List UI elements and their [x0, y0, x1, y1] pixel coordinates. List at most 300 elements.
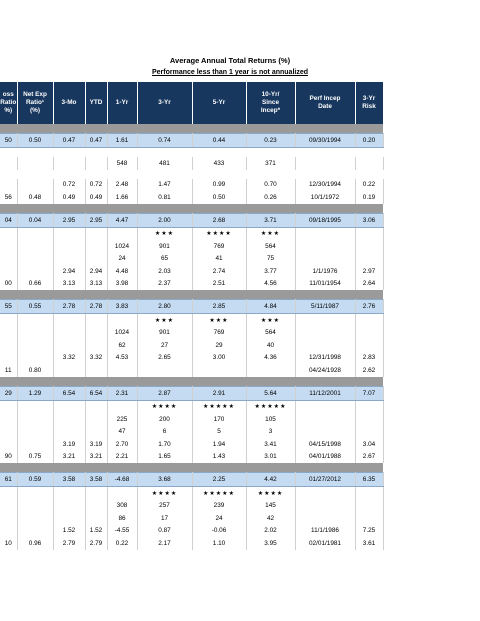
- table-cell: [17, 500, 53, 513]
- table-cell: [85, 253, 107, 266]
- table-cell: 0.22: [107, 537, 137, 550]
- table-cell: [107, 487, 137, 500]
- table-cell: [17, 253, 53, 266]
- table-cell: 548: [107, 157, 137, 170]
- table-cell: [53, 204, 85, 214]
- table-cell: [0, 148, 17, 158]
- table-cell: 0.81: [137, 191, 192, 204]
- table-cell: [355, 204, 383, 214]
- table-cell: 0.50: [192, 191, 246, 204]
- table-cell: [295, 170, 355, 179]
- table-row: [0, 487, 383, 500]
- table-cell: 5: [192, 426, 246, 439]
- table-cell: 3: [246, 426, 295, 439]
- table-row: [0, 240, 383, 253]
- table-cell: [0, 327, 17, 340]
- table-cell: [53, 426, 85, 439]
- table-cell: 56: [0, 191, 17, 204]
- table-cell: [17, 400, 53, 413]
- table-cell: [137, 364, 192, 377]
- column-header: 10-Yr/ Since Incep*: [246, 82, 295, 124]
- table-cell: 62: [107, 339, 137, 352]
- table-cell: 2.76: [355, 300, 383, 314]
- table-cell: [295, 240, 355, 253]
- column-header: 1-Yr: [107, 82, 137, 124]
- section-separator: [0, 377, 383, 387]
- table-cell: [107, 377, 137, 387]
- table-row: [0, 170, 383, 179]
- table-cell: 0.26: [246, 191, 295, 204]
- table-row: [0, 148, 383, 158]
- table-cell: [53, 148, 85, 158]
- table-cell: 0.75: [17, 451, 53, 464]
- table-cell: 2.95: [53, 213, 85, 227]
- table-cell: 105: [246, 413, 295, 426]
- table-cell: 50: [0, 134, 17, 148]
- table-cell: [295, 314, 355, 327]
- table-cell: 11/01/1954: [295, 278, 355, 291]
- table-cell: [85, 400, 107, 413]
- table-cell: 2.37: [137, 278, 192, 291]
- table-cell: 2.79: [53, 537, 85, 550]
- table-cell: [85, 148, 107, 158]
- table-cell: [0, 170, 17, 179]
- table-cell: -0.06: [192, 525, 246, 538]
- table-cell: 29: [192, 339, 246, 352]
- table-row: [0, 314, 383, 327]
- table-cell: [53, 157, 85, 170]
- table-cell: [107, 364, 137, 377]
- table-cell: [355, 157, 383, 170]
- table-cell: [137, 124, 192, 134]
- table-cell: 09/18/1995: [295, 213, 355, 227]
- column-header: Perf Incep Date: [295, 82, 355, 124]
- table-cell: [0, 339, 17, 352]
- table-cell: [246, 124, 295, 134]
- table-cell: 2.87: [137, 386, 192, 400]
- table-cell: [0, 512, 17, 525]
- table-cell: 2.78: [53, 300, 85, 314]
- table-cell: [0, 463, 17, 473]
- table-cell: [107, 204, 137, 214]
- table-cell: [0, 377, 17, 387]
- table-cell: 3.19: [85, 438, 107, 451]
- table-cell: [246, 364, 295, 377]
- table-cell: [17, 327, 53, 340]
- table-cell: [0, 400, 17, 413]
- table-cell: 2.51: [192, 278, 246, 291]
- table-cell: 00: [0, 278, 17, 291]
- table-cell: 3.06: [355, 213, 383, 227]
- table-cell: [192, 377, 246, 387]
- table-cell: 47: [107, 426, 137, 439]
- table-cell: [53, 500, 85, 513]
- table-cell: 1.52: [53, 525, 85, 538]
- table-cell: [355, 426, 383, 439]
- table-cell: [295, 413, 355, 426]
- table-cell: [0, 157, 17, 170]
- table-cell: 04/15/1998: [295, 438, 355, 451]
- table-cell: 769: [192, 240, 246, 253]
- table-cell: 61: [0, 473, 17, 487]
- table-cell: [295, 227, 355, 240]
- table-cell: 12/30/1994: [295, 179, 355, 192]
- table-cell: 0.80: [17, 364, 53, 377]
- table-row: [0, 364, 383, 377]
- table-cell: 2.68: [192, 213, 246, 227]
- table-cell: 433: [192, 157, 246, 170]
- table-row: [0, 191, 383, 204]
- table-cell: 5.64: [246, 386, 295, 400]
- table-cell: [0, 487, 17, 500]
- table-cell: [0, 525, 17, 538]
- table-cell: [295, 204, 355, 214]
- table-cell: 0.50: [17, 134, 53, 148]
- table-cell: [107, 290, 137, 300]
- table-cell: 2.21: [107, 451, 137, 464]
- table-cell: ★★★★★: [246, 400, 295, 413]
- table-cell: [295, 124, 355, 134]
- table-cell: [107, 148, 137, 158]
- table-cell: 04: [0, 213, 17, 227]
- table-cell: 2.25: [192, 473, 246, 487]
- table-cell: 10: [0, 537, 17, 550]
- table-cell: [53, 463, 85, 473]
- table-cell: 04/01/1988: [295, 451, 355, 464]
- table-cell: 3.21: [53, 451, 85, 464]
- table-row: [0, 413, 383, 426]
- table-cell: [53, 124, 85, 134]
- table-cell: [17, 290, 53, 300]
- table-cell: [355, 240, 383, 253]
- table-cell: [0, 352, 17, 365]
- table-cell: 0.49: [53, 191, 85, 204]
- table-cell: 1/1/1976: [295, 265, 355, 278]
- table-cell: 3.04: [355, 438, 383, 451]
- table-cell: 6.35: [355, 473, 383, 487]
- table-cell: [17, 179, 53, 192]
- table-cell: ★★★★★: [192, 487, 246, 500]
- table-cell: [85, 413, 107, 426]
- table-cell: [295, 253, 355, 266]
- table-cell: 11/1/1986: [295, 525, 355, 538]
- table-cell: [85, 240, 107, 253]
- table-cell: -4.55: [107, 525, 137, 538]
- fund-row: [0, 300, 383, 314]
- table-cell: [85, 290, 107, 300]
- table-cell: [53, 487, 85, 500]
- table-cell: [246, 148, 295, 158]
- table-cell: 6.54: [85, 386, 107, 400]
- table-cell: 2.97: [355, 265, 383, 278]
- table-cell: [107, 170, 137, 179]
- column-header: oss Ratio %): [0, 82, 17, 124]
- table-row: [0, 451, 383, 464]
- section-separator: [0, 290, 383, 300]
- table-cell: [295, 148, 355, 158]
- table-cell: 2.94: [53, 265, 85, 278]
- table-cell: [0, 426, 17, 439]
- table-cell: 3.13: [53, 278, 85, 291]
- section-separator: [0, 204, 383, 214]
- table-cell: 3.71: [246, 213, 295, 227]
- column-header: YTD: [85, 82, 107, 124]
- table-cell: 0.04: [17, 213, 53, 227]
- table-row: [0, 339, 383, 352]
- table-cell: [246, 377, 295, 387]
- table-cell: [137, 463, 192, 473]
- table-cell: 1.29: [17, 386, 53, 400]
- table-cell: [0, 204, 17, 214]
- table-cell: [85, 463, 107, 473]
- table-cell: 769: [192, 327, 246, 340]
- table-cell: [0, 314, 17, 327]
- column-header: 3-Yr: [137, 82, 192, 124]
- table-cell: 0.23: [246, 134, 295, 148]
- table-cell: [355, 314, 383, 327]
- table-cell: 2.31: [107, 386, 137, 400]
- table-cell: [295, 512, 355, 525]
- table-cell: ★★★: [192, 314, 246, 327]
- table-cell: 12/31/1998: [295, 352, 355, 365]
- table-cell: [17, 124, 53, 134]
- table-cell: 1.94: [192, 438, 246, 451]
- table-cell: [246, 463, 295, 473]
- table-cell: 2.80: [137, 300, 192, 314]
- table-cell: 4.84: [246, 300, 295, 314]
- table-cell: [192, 148, 246, 158]
- table-cell: 2.67: [355, 451, 383, 464]
- table-cell: [295, 487, 355, 500]
- table-cell: 0.55: [17, 300, 53, 314]
- table-cell: 4.36: [246, 352, 295, 365]
- table-row: [0, 537, 383, 550]
- table-cell: 371: [246, 157, 295, 170]
- table-row: [0, 253, 383, 266]
- table-cell: [53, 364, 85, 377]
- table-cell: 0.49: [85, 191, 107, 204]
- table-cell: 2.00: [137, 213, 192, 227]
- table-cell: 0.70: [246, 179, 295, 192]
- table-cell: 2.02: [246, 525, 295, 538]
- table-cell: [0, 179, 17, 192]
- table-cell: 6.54: [53, 386, 85, 400]
- table-cell: 27: [137, 339, 192, 352]
- table-row: [0, 525, 383, 538]
- table-cell: 24: [192, 512, 246, 525]
- table-cell: [295, 463, 355, 473]
- table-cell: [107, 227, 137, 240]
- table-cell: ★★★: [246, 227, 295, 240]
- table-cell: 0.66: [17, 278, 53, 291]
- table-cell: 65: [137, 253, 192, 266]
- table-cell: [295, 157, 355, 170]
- table-cell: 0.47: [85, 134, 107, 148]
- table-cell: 17: [137, 512, 192, 525]
- table-cell: [355, 253, 383, 266]
- table-cell: 10/1/1972: [295, 191, 355, 204]
- table-cell: 7.25: [355, 525, 383, 538]
- table-row: [0, 512, 383, 525]
- table-row: [0, 265, 383, 278]
- table-cell: [137, 290, 192, 300]
- table-cell: 170: [192, 413, 246, 426]
- table-cell: 86: [107, 512, 137, 525]
- table-cell: [85, 124, 107, 134]
- table-cell: [107, 314, 137, 327]
- table-row: [0, 438, 383, 451]
- table-cell: 1.61: [107, 134, 137, 148]
- table-cell: [0, 500, 17, 513]
- table-cell: [246, 170, 295, 179]
- table-cell: 1.65: [137, 451, 192, 464]
- table-cell: [355, 413, 383, 426]
- table-cell: 40: [246, 339, 295, 352]
- table-cell: [85, 487, 107, 500]
- table-cell: 11: [0, 364, 17, 377]
- table-cell: 0.19: [355, 191, 383, 204]
- table-cell: 3.41: [246, 438, 295, 451]
- table-cell: [295, 400, 355, 413]
- table-cell: 3.77: [246, 265, 295, 278]
- table-cell: [0, 290, 17, 300]
- table-cell: [295, 327, 355, 340]
- table-cell: [107, 124, 137, 134]
- table-cell: ★★★★: [137, 400, 192, 413]
- table-cell: [17, 170, 53, 179]
- table-cell: [0, 253, 17, 266]
- table-cell: [107, 463, 137, 473]
- table-cell: 1.43: [192, 451, 246, 464]
- table-cell: [137, 204, 192, 214]
- table-cell: [85, 170, 107, 179]
- table-cell: 1024: [107, 327, 137, 340]
- table-cell: 0.72: [85, 179, 107, 192]
- table-cell: 2.78: [85, 300, 107, 314]
- table-cell: 257: [137, 500, 192, 513]
- table-cell: 901: [137, 327, 192, 340]
- table-cell: [192, 290, 246, 300]
- table-cell: [0, 227, 17, 240]
- table-cell: 2.62: [355, 364, 383, 377]
- table-cell: [355, 500, 383, 513]
- table-cell: 0.47: [53, 134, 85, 148]
- table-cell: 2.79: [85, 537, 107, 550]
- returns-table: [0, 82, 384, 550]
- table-cell: 24: [107, 253, 137, 266]
- table-cell: [355, 400, 383, 413]
- table-cell: [107, 400, 137, 413]
- table-cell: [137, 148, 192, 158]
- table-cell: [17, 148, 53, 158]
- section-separator: [0, 124, 383, 134]
- table-cell: ★★★★: [192, 227, 246, 240]
- table-cell: [17, 314, 53, 327]
- table-cell: 7.07: [355, 386, 383, 400]
- table-row: [0, 426, 383, 439]
- table-cell: [53, 512, 85, 525]
- table-cell: ★★★: [137, 227, 192, 240]
- table-cell: 200: [137, 413, 192, 426]
- table-cell: [85, 314, 107, 327]
- fund-row: [0, 386, 383, 400]
- table-cell: 0.99: [192, 179, 246, 192]
- table-cell: [17, 512, 53, 525]
- table-cell: 4.48: [107, 265, 137, 278]
- table-cell: 308: [107, 500, 137, 513]
- table-cell: 3.68: [137, 473, 192, 487]
- table-cell: [85, 364, 107, 377]
- table-cell: 3.01: [246, 451, 295, 464]
- section-separator: [0, 463, 383, 473]
- table-cell: [53, 314, 85, 327]
- column-header: 5-Yr: [192, 82, 246, 124]
- table-cell: [53, 290, 85, 300]
- fund-row: [0, 473, 383, 487]
- table-cell: [192, 170, 246, 179]
- table-cell: [0, 265, 17, 278]
- table-cell: 2.95: [85, 213, 107, 227]
- table-cell: 1.10: [192, 537, 246, 550]
- table-cell: 145: [246, 500, 295, 513]
- table-cell: 2.17: [137, 537, 192, 550]
- table-cell: 225: [107, 413, 137, 426]
- table-row: [0, 227, 383, 240]
- table-cell: 1.66: [107, 191, 137, 204]
- table-cell: [17, 265, 53, 278]
- table-cell: [192, 204, 246, 214]
- table-cell: 3.00: [192, 352, 246, 365]
- table-cell: [355, 512, 383, 525]
- table-cell: [0, 240, 17, 253]
- table-cell: 2.70: [107, 438, 137, 451]
- table-cell: 2.48: [107, 179, 137, 192]
- table-cell: [85, 339, 107, 352]
- table-cell: [192, 364, 246, 377]
- table-cell: [0, 438, 17, 451]
- table-cell: 3.32: [85, 352, 107, 365]
- table-cell: 3.32: [53, 352, 85, 365]
- table-row: [0, 400, 383, 413]
- table-cell: [17, 240, 53, 253]
- table-cell: [53, 240, 85, 253]
- table-row: [0, 352, 383, 365]
- table-cell: 1.47: [137, 179, 192, 192]
- table-cell: 564: [246, 240, 295, 253]
- table-cell: 0.44: [192, 134, 246, 148]
- table-cell: [355, 227, 383, 240]
- table-cell: [0, 413, 17, 426]
- table-cell: 2.03: [137, 265, 192, 278]
- table-cell: 2.74: [192, 265, 246, 278]
- table-cell: [17, 352, 53, 365]
- column-header: 3-Mo: [53, 82, 85, 124]
- table-cell: [85, 157, 107, 170]
- table-cell: 55: [0, 300, 17, 314]
- table-cell: [53, 339, 85, 352]
- table-cell: [246, 290, 295, 300]
- table-cell: 11/12/2001: [295, 386, 355, 400]
- table-cell: [17, 487, 53, 500]
- table-cell: [0, 124, 17, 134]
- table-cell: [137, 377, 192, 387]
- table-cell: [85, 204, 107, 214]
- table-cell: ★★★★: [246, 487, 295, 500]
- table-body: [0, 124, 383, 550]
- table-cell: 0.87: [137, 525, 192, 538]
- table-cell: 4.53: [107, 352, 137, 365]
- table-cell: [85, 327, 107, 340]
